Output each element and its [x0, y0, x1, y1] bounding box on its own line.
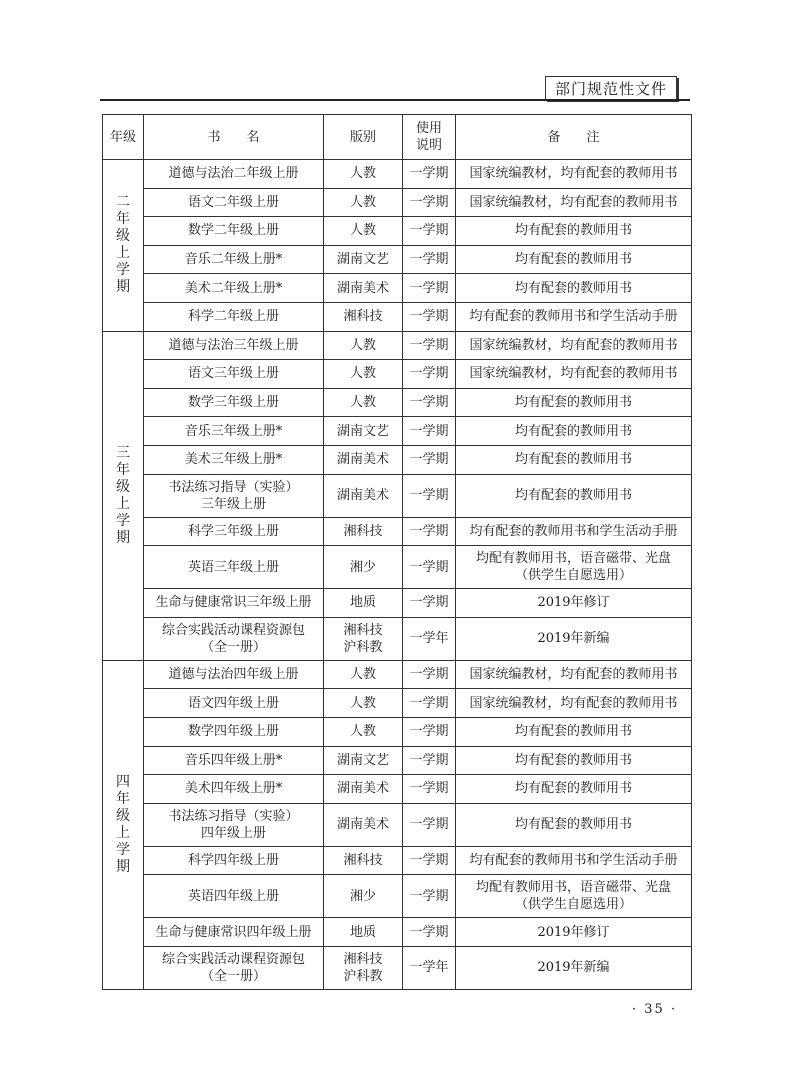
note-cell: 均有配套的教师用书: [456, 245, 692, 274]
grade-cell: 四 年 级 上 学 期: [103, 660, 144, 989]
usage-cell: 一学期: [403, 188, 456, 217]
book-name-cell: 道德与法治二年级上册: [144, 160, 324, 189]
publisher-cell: 湘少: [324, 875, 403, 918]
usage-cell: 一学期: [403, 517, 456, 546]
usage-cell: 一学期: [403, 274, 456, 303]
table-row: [103, 188, 692, 217]
note-cell: 均有配套的教师用书: [456, 746, 692, 775]
publisher-cell: 人教: [324, 160, 403, 189]
book-name-cell: 书法练习指导（实验） 四年级上册: [144, 803, 324, 846]
publisher-cell: 湘科技: [324, 302, 403, 331]
note-cell: 国家统编教材，均有配套的教师用书: [456, 689, 692, 718]
usage-cell: 一学期: [403, 546, 456, 589]
publisher-cell: 人教: [324, 689, 403, 718]
note-cell: 均有配套的教师用书: [456, 803, 692, 846]
textbook-table: [102, 114, 692, 990]
usage-cell: 一学期: [403, 474, 456, 517]
publisher-cell: 湘科技 沪科教: [324, 617, 403, 660]
book-name-cell: 英语三年级上册: [144, 546, 324, 589]
note-cell: 均有配套的教师用书和学生活动手册: [456, 517, 692, 546]
table-row: [103, 546, 692, 589]
usage-cell: 一学期: [403, 302, 456, 331]
col-header-book-name: 书 名: [144, 115, 324, 160]
note-cell: 2019年修订: [456, 589, 692, 618]
usage-cell: 一学期: [403, 875, 456, 918]
note-cell: 均配有教师用书，语音磁带、光盘 （供学生自愿选用）: [456, 546, 692, 589]
usage-cell: 一学年: [403, 946, 456, 989]
note-cell: 2019年修订: [456, 918, 692, 947]
book-name-cell: 美术四年级上册*: [144, 775, 324, 804]
note-cell: 国家统编教材，均有配套的教师用书: [456, 331, 692, 360]
section-title-box: [545, 76, 677, 100]
table-row: [103, 274, 692, 303]
book-name-cell: 科学二年级上册: [144, 302, 324, 331]
book-name-cell: 音乐三年级上册*: [144, 417, 324, 446]
publisher-cell: 湘科技: [324, 846, 403, 875]
table-row: [103, 517, 692, 546]
col-header-grade: 年级: [103, 115, 144, 160]
note-cell: 均有配套的教师用书: [456, 775, 692, 804]
table-row: [103, 803, 692, 846]
publisher-cell: 地质: [324, 918, 403, 947]
usage-cell: 一学期: [403, 803, 456, 846]
col-header-usage: 使用说明: [403, 115, 456, 160]
note-cell: 均有配套的教师用书: [456, 274, 692, 303]
publisher-cell: 湖南文艺: [324, 746, 403, 775]
note-cell: 均有配套的教师用书: [456, 445, 692, 474]
note-cell: 均有配套的教师用书: [456, 474, 692, 517]
usage-cell: 一学期: [403, 846, 456, 875]
note-cell: 均有配套的教师用书和学生活动手册: [456, 846, 692, 875]
col-header-notes: 备 注: [456, 115, 692, 160]
publisher-cell: 人教: [324, 388, 403, 417]
header-rule: [100, 99, 690, 101]
book-name-cell: 科学四年级上册: [144, 846, 324, 875]
note-cell: 均配有教师用书，语音磁带、光盘 （供学生自愿选用）: [456, 875, 692, 918]
book-name-cell: 生命与健康常识四年级上册: [144, 918, 324, 947]
publisher-cell: 人教: [324, 217, 403, 246]
table-row: [103, 875, 692, 918]
note-cell: 国家统编教材，均有配套的教师用书: [456, 188, 692, 217]
table-body: [103, 160, 692, 990]
note-cell: 均有配套的教师用书: [456, 417, 692, 446]
table-row: [103, 775, 692, 804]
table-row: [103, 617, 692, 660]
table-row: [103, 417, 692, 446]
table-row: [103, 717, 692, 746]
publisher-cell: 湘科技: [324, 517, 403, 546]
note-cell: 2019年新编: [456, 617, 692, 660]
publisher-cell: 湖南文艺: [324, 245, 403, 274]
table-row: [103, 217, 692, 246]
table-row: [103, 160, 692, 189]
publisher-cell: 湘科技 沪科教: [324, 946, 403, 989]
note-cell: 2019年新编: [456, 946, 692, 989]
publisher-cell: 地质: [324, 589, 403, 618]
table-row: [103, 360, 692, 389]
publisher-cell: 湖南美术: [324, 445, 403, 474]
table-row: [103, 660, 692, 689]
publisher-cell: 湘少: [324, 546, 403, 589]
book-name-cell: 音乐四年级上册*: [144, 746, 324, 775]
usage-cell: 一学期: [403, 331, 456, 360]
table-row: [103, 245, 692, 274]
book-name-cell: 数学四年级上册: [144, 717, 324, 746]
book-name-cell: 数学二年级上册: [144, 217, 324, 246]
note-cell: 均有配套的教师用书和学生活动手册: [456, 302, 692, 331]
book-name-cell: 语文三年级上册: [144, 360, 324, 389]
grade-cell: 二 年 级 上 学 期: [103, 160, 144, 332]
publisher-cell: 湖南美术: [324, 474, 403, 517]
usage-cell: 一学年: [403, 617, 456, 660]
book-name-cell: 语文四年级上册: [144, 689, 324, 718]
section-title: 部门规范性文件: [554, 79, 667, 98]
book-name-cell: 道德与法治四年级上册: [144, 660, 324, 689]
usage-cell: 一学期: [403, 746, 456, 775]
book-name-cell: 语文二年级上册: [144, 188, 324, 217]
book-name-cell: 综合实践活动课程资源包 （全一册）: [144, 617, 324, 660]
usage-cell: 一学期: [403, 589, 456, 618]
table-row: [103, 474, 692, 517]
table-row: [103, 689, 692, 718]
col-header-publisher: 版别: [324, 115, 403, 160]
usage-cell: 一学期: [403, 775, 456, 804]
book-name-cell: 美术三年级上册*: [144, 445, 324, 474]
note-cell: 国家统编教材，均有配套的教师用书: [456, 360, 692, 389]
usage-cell: 一学期: [403, 717, 456, 746]
usage-cell: 一学期: [403, 918, 456, 947]
publisher-cell: 人教: [324, 660, 403, 689]
book-name-cell: 综合实践活动课程资源包 （全一册）: [144, 946, 324, 989]
usage-cell: 一学期: [403, 660, 456, 689]
table-row: [103, 846, 692, 875]
publisher-cell: 湖南美术: [324, 803, 403, 846]
usage-cell: 一学期: [403, 417, 456, 446]
table-row: [103, 589, 692, 618]
table-row: [103, 918, 692, 947]
usage-cell: 一学期: [403, 245, 456, 274]
table-row: [103, 388, 692, 417]
grade-cell: 三 年 级 上 学 期: [103, 331, 144, 660]
note-cell: 均有配套的教师用书: [456, 717, 692, 746]
publisher-cell: 人教: [324, 360, 403, 389]
book-name-cell: 科学三年级上册: [144, 517, 324, 546]
note-cell: 均有配套的教师用书: [456, 388, 692, 417]
usage-cell: 一学期: [403, 388, 456, 417]
publisher-cell: 人教: [324, 717, 403, 746]
usage-cell: 一学期: [403, 689, 456, 718]
note-cell: 均有配套的教师用书: [456, 217, 692, 246]
page-number: · 35 ·: [632, 1002, 678, 1017]
note-cell: 国家统编教材，均有配套的教师用书: [456, 660, 692, 689]
usage-cell: 一学期: [403, 360, 456, 389]
publisher-cell: 湖南美术: [324, 775, 403, 804]
usage-cell: 一学期: [403, 445, 456, 474]
book-name-cell: 英语四年级上册: [144, 875, 324, 918]
publisher-cell: 人教: [324, 188, 403, 217]
table-row: [103, 445, 692, 474]
usage-cell: 一学期: [403, 217, 456, 246]
note-cell: 国家统编教材，均有配套的教师用书: [456, 160, 692, 189]
book-name-cell: 书法练习指导（实验） 三年级上册: [144, 474, 324, 517]
book-name-cell: 道德与法治三年级上册: [144, 331, 324, 360]
table-row: [103, 302, 692, 331]
publisher-cell: 湖南美术: [324, 274, 403, 303]
table-header-row: [103, 115, 692, 160]
table-row: [103, 746, 692, 775]
table-row: [103, 946, 692, 989]
table-row: [103, 331, 692, 360]
publisher-cell: 湖南文艺: [324, 417, 403, 446]
publisher-cell: 人教: [324, 331, 403, 360]
book-name-cell: 美术二年级上册*: [144, 274, 324, 303]
book-name-cell: 音乐二年级上册*: [144, 245, 324, 274]
usage-cell: 一学期: [403, 160, 456, 189]
book-name-cell: 生命与健康常识三年级上册: [144, 589, 324, 618]
book-name-cell: 数学三年级上册: [144, 388, 324, 417]
